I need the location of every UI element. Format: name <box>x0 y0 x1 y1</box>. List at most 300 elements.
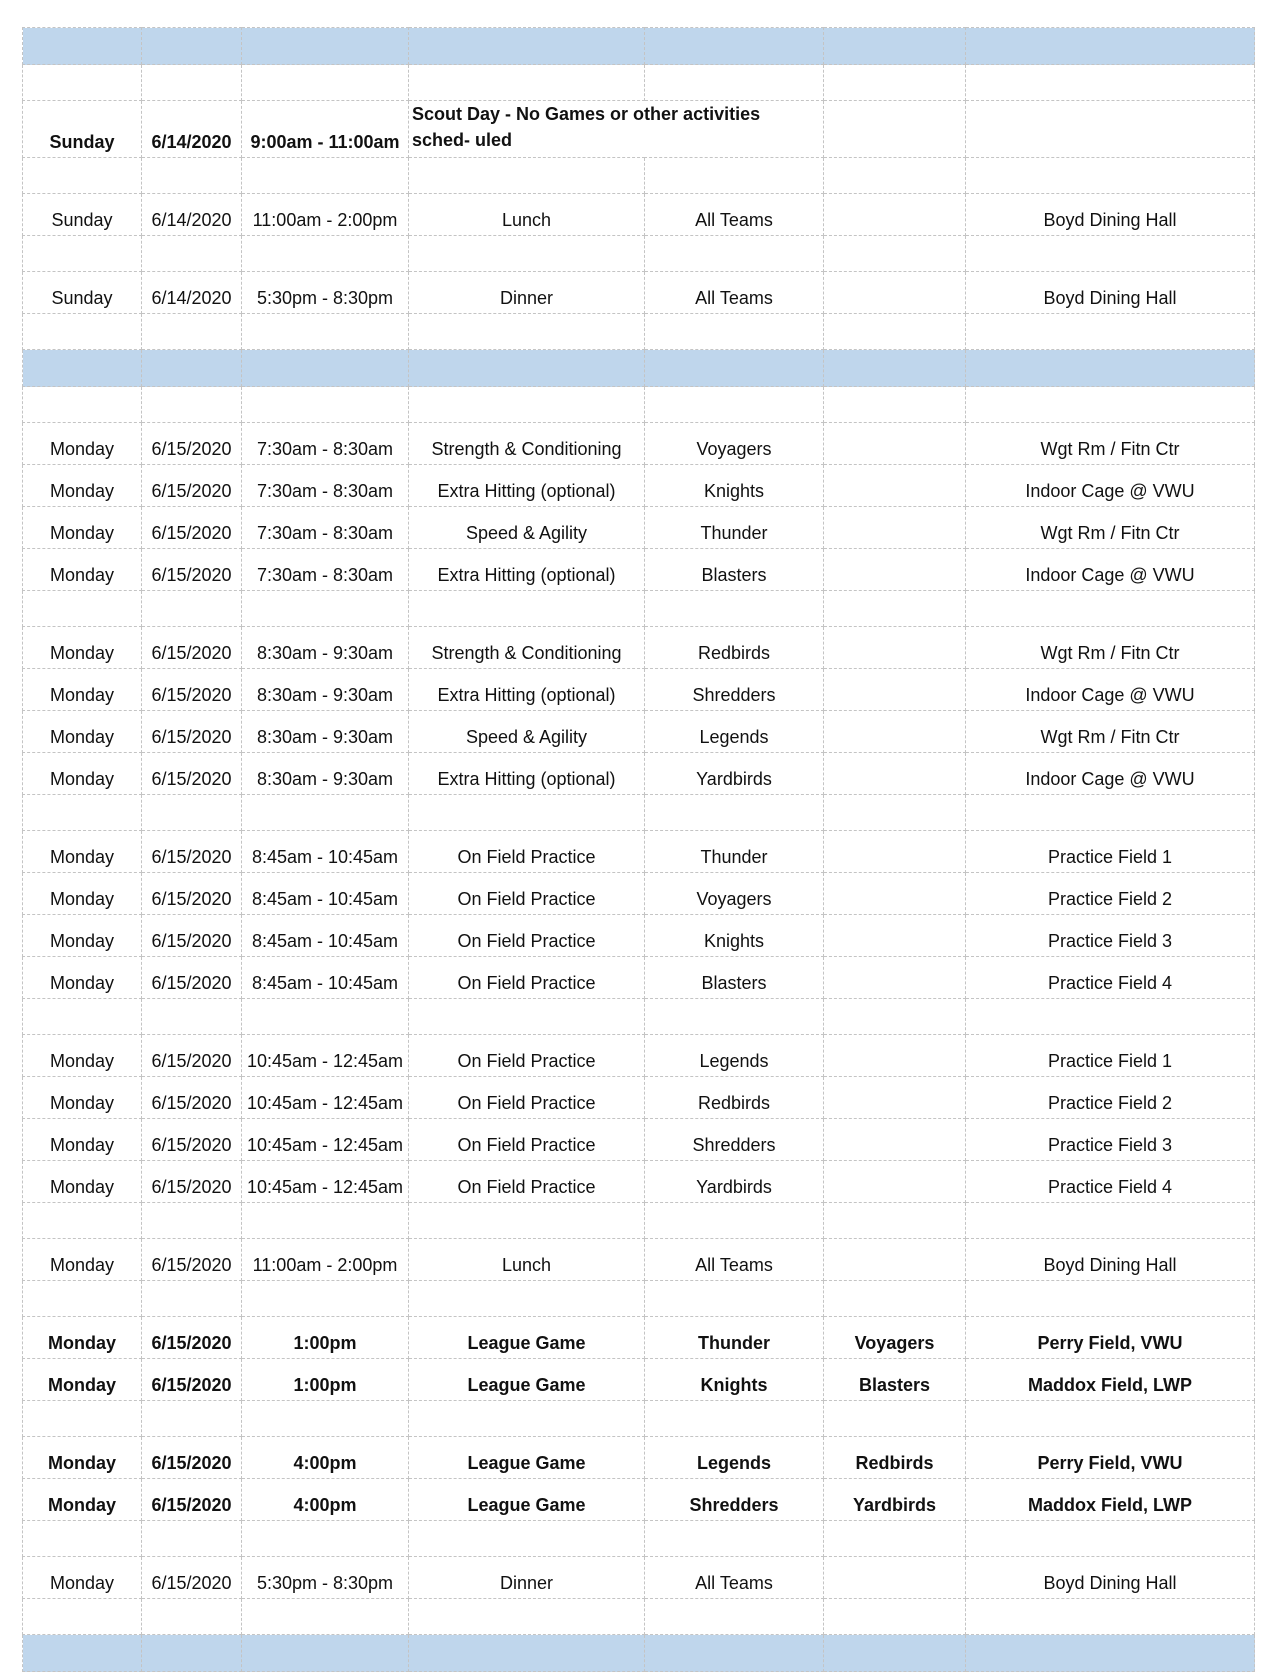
day-cell: Monday <box>23 1557 142 1599</box>
team1-cell: Thunder <box>645 831 824 873</box>
team2-cell <box>824 1035 966 1077</box>
team2-cell <box>824 549 966 591</box>
empty-cell <box>409 65 645 101</box>
band-cell <box>824 28 966 65</box>
day-cell: Monday <box>23 1239 142 1281</box>
team1-cell: Redbirds <box>645 1077 824 1119</box>
day-cell: Monday <box>23 831 142 873</box>
date-cell: 6/15/2020 <box>142 1437 242 1479</box>
time-cell: 10:45am - 12:45am <box>242 1077 409 1119</box>
empty-cell <box>824 1401 966 1437</box>
empty-cell <box>645 236 824 272</box>
spacer-row <box>23 999 1255 1035</box>
day-cell: Monday <box>23 957 142 999</box>
empty-cell <box>242 1203 409 1239</box>
team2-cell <box>824 627 966 669</box>
empty-cell <box>824 591 966 627</box>
empty-cell <box>242 1401 409 1437</box>
band-cell <box>645 28 824 65</box>
activity-row <box>23 957 1255 999</box>
date-cell: 6/15/2020 <box>142 465 242 507</box>
team2-cell <box>824 272 966 314</box>
day-cell: Monday <box>23 873 142 915</box>
empty-cell <box>409 591 645 627</box>
day-cell: Monday <box>23 711 142 753</box>
empty-cell <box>242 591 409 627</box>
empty-cell <box>645 65 824 101</box>
empty-cell <box>23 1401 142 1437</box>
spacer-row <box>23 387 1255 423</box>
team2-cell <box>824 753 966 795</box>
spacer-row <box>23 1401 1255 1437</box>
activity-row <box>23 711 1255 753</box>
team2-cell: Voyagers <box>824 1317 966 1359</box>
team2-cell: Yardbirds <box>824 1479 966 1521</box>
activity-cell: Extra Hitting (optional) <box>409 465 645 507</box>
time-cell: 11:00am - 2:00pm <box>242 1239 409 1281</box>
team1-cell: Knights <box>645 915 824 957</box>
empty-cell <box>966 795 1255 831</box>
location-cell: Wgt Rm / Fitn Ctr <box>966 423 1255 465</box>
activity-cell: On Field Practice <box>409 873 645 915</box>
day-cell: Monday <box>23 507 142 549</box>
date-cell: 6/15/2020 <box>142 507 242 549</box>
day-cell: Monday <box>23 669 142 711</box>
day-cell: Sunday <box>23 194 142 236</box>
location-cell: Indoor Cage @ VWU <box>966 669 1255 711</box>
team2-cell <box>824 194 966 236</box>
date-cell: 6/15/2020 <box>142 831 242 873</box>
empty-cell <box>966 1401 1255 1437</box>
time-cell: 5:30pm - 8:30pm <box>242 272 409 314</box>
band-cell <box>409 1635 645 1672</box>
location-cell: Wgt Rm / Fitn Ctr <box>966 711 1255 753</box>
team1-cell: Yardbirds <box>645 1161 824 1203</box>
activity-cell: Speed & Agility <box>409 507 645 549</box>
activity-row <box>23 753 1255 795</box>
empty-cell <box>23 795 142 831</box>
team1-cell: Knights <box>645 465 824 507</box>
empty-cell <box>409 1521 645 1557</box>
empty-cell <box>645 314 824 350</box>
location-cell: Boyd Dining Hall <box>966 272 1255 314</box>
activity-row <box>23 507 1255 549</box>
team1-cell: Legends <box>645 711 824 753</box>
activity-cell: On Field Practice <box>409 1119 645 1161</box>
empty-cell <box>23 158 142 194</box>
empty-cell <box>966 1599 1255 1635</box>
team1-cell: Knights <box>645 1359 824 1401</box>
time-cell: 8:45am - 10:45am <box>242 915 409 957</box>
activity-cell: Dinner <box>409 272 645 314</box>
team2-cell <box>824 873 966 915</box>
section-band <box>23 1635 1255 1672</box>
empty-cell <box>142 1401 242 1437</box>
date-cell: 6/14/2020 <box>142 272 242 314</box>
empty-cell <box>824 387 966 423</box>
date-cell: 6/14/2020 <box>142 101 242 158</box>
location-cell: Practice Field 1 <box>966 1035 1255 1077</box>
band-cell <box>966 1635 1255 1672</box>
empty-cell <box>242 65 409 101</box>
empty-cell <box>645 387 824 423</box>
spacer-row <box>23 1281 1255 1317</box>
empty-cell <box>824 101 966 158</box>
band-cell <box>409 350 645 387</box>
date-cell: 6/15/2020 <box>142 915 242 957</box>
team1-cell: Thunder <box>645 507 824 549</box>
activity-row <box>23 423 1255 465</box>
location-cell: Wgt Rm / Fitn Ctr <box>966 627 1255 669</box>
time-cell: 4:00pm <box>242 1479 409 1521</box>
band-cell <box>142 350 242 387</box>
activity-cell: Extra Hitting (optional) <box>409 669 645 711</box>
location-cell: Maddox Field, LWP <box>966 1479 1255 1521</box>
band-cell <box>242 28 409 65</box>
day-cell: Monday <box>23 1161 142 1203</box>
location-cell: Practice Field 4 <box>966 957 1255 999</box>
activity-cell: On Field Practice <box>409 1161 645 1203</box>
activity-row <box>23 627 1255 669</box>
time-cell: 10:45am - 12:45am <box>242 1119 409 1161</box>
team1-cell: Shredders <box>645 1119 824 1161</box>
team1-cell: Shredders <box>645 1479 824 1521</box>
empty-cell <box>242 795 409 831</box>
team2-cell <box>824 1557 966 1599</box>
activity-cell: Dinner <box>409 1557 645 1599</box>
activity-row <box>23 1077 1255 1119</box>
empty-cell <box>23 1521 142 1557</box>
band-cell <box>645 350 824 387</box>
time-cell: 5:30pm - 8:30pm <box>242 1557 409 1599</box>
spacer-row <box>23 158 1255 194</box>
empty-cell <box>409 1599 645 1635</box>
activity-row <box>23 915 1255 957</box>
time-cell: 8:30am - 9:30am <box>242 669 409 711</box>
empty-cell <box>23 999 142 1035</box>
activity-row <box>23 465 1255 507</box>
activity-cell: League Game <box>409 1317 645 1359</box>
schedule-body <box>23 28 1255 1672</box>
time-cell: 1:00pm <box>242 1317 409 1359</box>
empty-cell <box>23 1281 142 1317</box>
empty-cell <box>142 236 242 272</box>
time-cell: 7:30am - 8:30am <box>242 507 409 549</box>
empty-cell <box>824 795 966 831</box>
day-cell: Monday <box>23 1077 142 1119</box>
location-cell: Maddox Field, LWP <box>966 1359 1255 1401</box>
activity-cell: League Game <box>409 1359 645 1401</box>
activity-row <box>23 194 1255 236</box>
date-cell: 6/15/2020 <box>142 1359 242 1401</box>
empty-cell <box>966 999 1255 1035</box>
empty-cell <box>409 387 645 423</box>
empty-cell <box>23 65 142 101</box>
location-cell: Indoor Cage @ VWU <box>966 465 1255 507</box>
empty-cell <box>242 1521 409 1557</box>
day-cell: Monday <box>23 753 142 795</box>
date-cell: 6/15/2020 <box>142 1239 242 1281</box>
empty-cell <box>142 1203 242 1239</box>
activity-cell: On Field Practice <box>409 957 645 999</box>
activity-cell: Lunch <box>409 194 645 236</box>
schedule-table <box>22 27 1255 1672</box>
date-cell: 6/15/2020 <box>142 957 242 999</box>
empty-cell <box>824 65 966 101</box>
activity-cell: League Game <box>409 1479 645 1521</box>
game-row <box>23 1317 1255 1359</box>
empty-cell <box>142 1521 242 1557</box>
empty-cell <box>242 314 409 350</box>
empty-cell <box>824 1203 966 1239</box>
activity-cell: Extra Hitting (optional) <box>409 549 645 591</box>
team1-cell: All Teams <box>645 1557 824 1599</box>
band-cell <box>23 350 142 387</box>
location-cell: Wgt Rm / Fitn Ctr <box>966 507 1255 549</box>
team2-cell <box>824 711 966 753</box>
location-cell: Indoor Cage @ VWU <box>966 549 1255 591</box>
activity-row <box>23 549 1255 591</box>
time-cell: 10:45am - 12:45am <box>242 1035 409 1077</box>
activity-cell: On Field Practice <box>409 1035 645 1077</box>
team1-cell: Shredders <box>645 669 824 711</box>
empty-cell <box>966 1281 1255 1317</box>
date-cell: 6/15/2020 <box>142 1077 242 1119</box>
empty-cell <box>242 236 409 272</box>
time-cell: 11:00am - 2:00pm <box>242 194 409 236</box>
empty-cell <box>409 1281 645 1317</box>
empty-cell <box>824 1599 966 1635</box>
time-cell: 9:00am - 11:00am <box>242 101 409 158</box>
section-band <box>23 350 1255 387</box>
empty-cell <box>23 314 142 350</box>
location-cell: Boyd Dining Hall <box>966 1557 1255 1599</box>
activity-row <box>23 1119 1255 1161</box>
empty-cell <box>23 591 142 627</box>
activity-row <box>23 873 1255 915</box>
day-cell: Monday <box>23 1119 142 1161</box>
date-cell: 6/15/2020 <box>142 549 242 591</box>
activity-row <box>23 1035 1255 1077</box>
activity-cell: On Field Practice <box>409 915 645 957</box>
note-row <box>23 101 1255 158</box>
date-cell: 6/15/2020 <box>142 1161 242 1203</box>
team1-cell: Blasters <box>645 957 824 999</box>
empty-cell <box>409 314 645 350</box>
location-cell: Indoor Cage @ VWU <box>966 753 1255 795</box>
spacer-row <box>23 65 1255 101</box>
spacer-row <box>23 795 1255 831</box>
team1-cell: Thunder <box>645 1317 824 1359</box>
band-cell <box>23 1635 142 1672</box>
date-cell: 6/15/2020 <box>142 1035 242 1077</box>
band-cell <box>824 350 966 387</box>
band-cell <box>142 28 242 65</box>
empty-cell <box>645 1203 824 1239</box>
empty-cell <box>409 999 645 1035</box>
empty-cell <box>824 314 966 350</box>
team1-cell: Blasters <box>645 549 824 591</box>
empty-cell <box>142 1599 242 1635</box>
team2-cell <box>824 915 966 957</box>
day-cell: Sunday <box>23 272 142 314</box>
date-cell: 6/15/2020 <box>142 423 242 465</box>
team2-cell: Redbirds <box>824 1437 966 1479</box>
empty-cell <box>966 387 1255 423</box>
band-cell <box>824 1635 966 1672</box>
empty-cell <box>645 999 824 1035</box>
empty-cell <box>645 158 824 194</box>
location-cell: Perry Field, VWU <box>966 1437 1255 1479</box>
activity-row <box>23 669 1255 711</box>
empty-cell <box>242 387 409 423</box>
empty-cell <box>966 236 1255 272</box>
empty-cell <box>645 1281 824 1317</box>
team2-cell <box>824 957 966 999</box>
empty-cell <box>409 1203 645 1239</box>
date-cell: 6/15/2020 <box>142 627 242 669</box>
empty-cell <box>409 158 645 194</box>
empty-cell <box>142 158 242 194</box>
time-cell: 8:30am - 9:30am <box>242 753 409 795</box>
time-cell: 10:45am - 12:45am <box>242 1161 409 1203</box>
spacer-row <box>23 314 1255 350</box>
empty-cell <box>966 314 1255 350</box>
activity-cell: On Field Practice <box>409 831 645 873</box>
day-cell: Monday <box>23 423 142 465</box>
date-cell: 6/15/2020 <box>142 753 242 795</box>
spacer-row <box>23 1203 1255 1239</box>
team1-cell: Legends <box>645 1437 824 1479</box>
team2-cell <box>824 1119 966 1161</box>
team2-cell <box>824 507 966 549</box>
empty-cell <box>242 1281 409 1317</box>
date-cell: 6/15/2020 <box>142 1479 242 1521</box>
day-cell: Monday <box>23 465 142 507</box>
time-cell: 8:45am - 10:45am <box>242 873 409 915</box>
game-row <box>23 1479 1255 1521</box>
team1-cell: Voyagers <box>645 873 824 915</box>
location-cell: Boyd Dining Hall <box>966 1239 1255 1281</box>
empty-cell <box>645 795 824 831</box>
team2-cell <box>824 1161 966 1203</box>
team2-cell <box>824 465 966 507</box>
band-cell <box>242 1635 409 1672</box>
team2-cell <box>824 669 966 711</box>
empty-cell <box>966 65 1255 101</box>
activity-cell: League Game <box>409 1437 645 1479</box>
activity-row <box>23 1161 1255 1203</box>
team2-cell <box>824 831 966 873</box>
time-cell: 4:00pm <box>242 1437 409 1479</box>
location-cell: Practice Field 3 <box>966 915 1255 957</box>
empty-cell <box>142 999 242 1035</box>
empty-cell <box>23 1203 142 1239</box>
band-cell <box>142 1635 242 1672</box>
band-cell <box>966 350 1255 387</box>
empty-cell <box>23 236 142 272</box>
section-band <box>23 28 1255 65</box>
time-cell: 8:30am - 9:30am <box>242 627 409 669</box>
empty-cell <box>645 591 824 627</box>
date-cell: 6/14/2020 <box>142 194 242 236</box>
team2-cell <box>824 1077 966 1119</box>
activity-cell: Speed & Agility <box>409 711 645 753</box>
day-cell: Monday <box>23 1035 142 1077</box>
empty-cell <box>966 1521 1255 1557</box>
empty-cell <box>142 387 242 423</box>
activity-cell: Lunch <box>409 1239 645 1281</box>
team1-cell: Legends <box>645 1035 824 1077</box>
time-cell: 7:30am - 8:30am <box>242 465 409 507</box>
empty-cell <box>966 158 1255 194</box>
day-cell: Monday <box>23 1359 142 1401</box>
band-cell <box>645 1635 824 1672</box>
day-cell: Monday <box>23 627 142 669</box>
day-cell: Monday <box>23 1479 142 1521</box>
date-cell: 6/15/2020 <box>142 1557 242 1599</box>
time-cell: 8:30am - 9:30am <box>242 711 409 753</box>
date-cell: 6/15/2020 <box>142 669 242 711</box>
day-cell: Monday <box>23 549 142 591</box>
band-cell <box>409 28 645 65</box>
empty-cell <box>824 1281 966 1317</box>
activity-row <box>23 1239 1255 1281</box>
day-cell: Monday <box>23 1437 142 1479</box>
time-cell: 1:00pm <box>242 1359 409 1401</box>
time-cell: 7:30am - 8:30am <box>242 549 409 591</box>
empty-cell <box>966 101 1255 158</box>
team2-cell <box>824 1239 966 1281</box>
activity-row <box>23 831 1255 873</box>
team1-cell: All Teams <box>645 272 824 314</box>
location-cell: Practice Field 3 <box>966 1119 1255 1161</box>
activity-row <box>23 1557 1255 1599</box>
spacer-row <box>23 1599 1255 1635</box>
empty-cell <box>142 314 242 350</box>
note-cell: Scout Day - No Games or other activities sched- uled <box>409 101 824 158</box>
empty-cell <box>645 1521 824 1557</box>
empty-cell <box>824 236 966 272</box>
team1-cell: All Teams <box>645 1239 824 1281</box>
empty-cell <box>23 1599 142 1635</box>
empty-cell <box>242 158 409 194</box>
day-cell: Monday <box>23 1317 142 1359</box>
activity-cell: On Field Practice <box>409 1077 645 1119</box>
empty-cell <box>142 65 242 101</box>
time-cell: 8:45am - 10:45am <box>242 957 409 999</box>
activity-row <box>23 272 1255 314</box>
band-cell <box>23 28 142 65</box>
empty-cell <box>242 1599 409 1635</box>
location-cell: Perry Field, VWU <box>966 1317 1255 1359</box>
date-cell: 6/15/2020 <box>142 1317 242 1359</box>
location-cell: Practice Field 2 <box>966 873 1255 915</box>
location-cell: Boyd Dining Hall <box>966 194 1255 236</box>
team2-cell: Blasters <box>824 1359 966 1401</box>
time-cell: 8:45am - 10:45am <box>242 831 409 873</box>
empty-cell <box>824 158 966 194</box>
game-row <box>23 1359 1255 1401</box>
day-cell: Monday <box>23 915 142 957</box>
empty-cell <box>966 591 1255 627</box>
empty-cell <box>242 999 409 1035</box>
empty-cell <box>23 387 142 423</box>
date-cell: 6/15/2020 <box>142 711 242 753</box>
empty-cell <box>645 1599 824 1635</box>
band-cell <box>966 28 1255 65</box>
spacer-row <box>23 1521 1255 1557</box>
